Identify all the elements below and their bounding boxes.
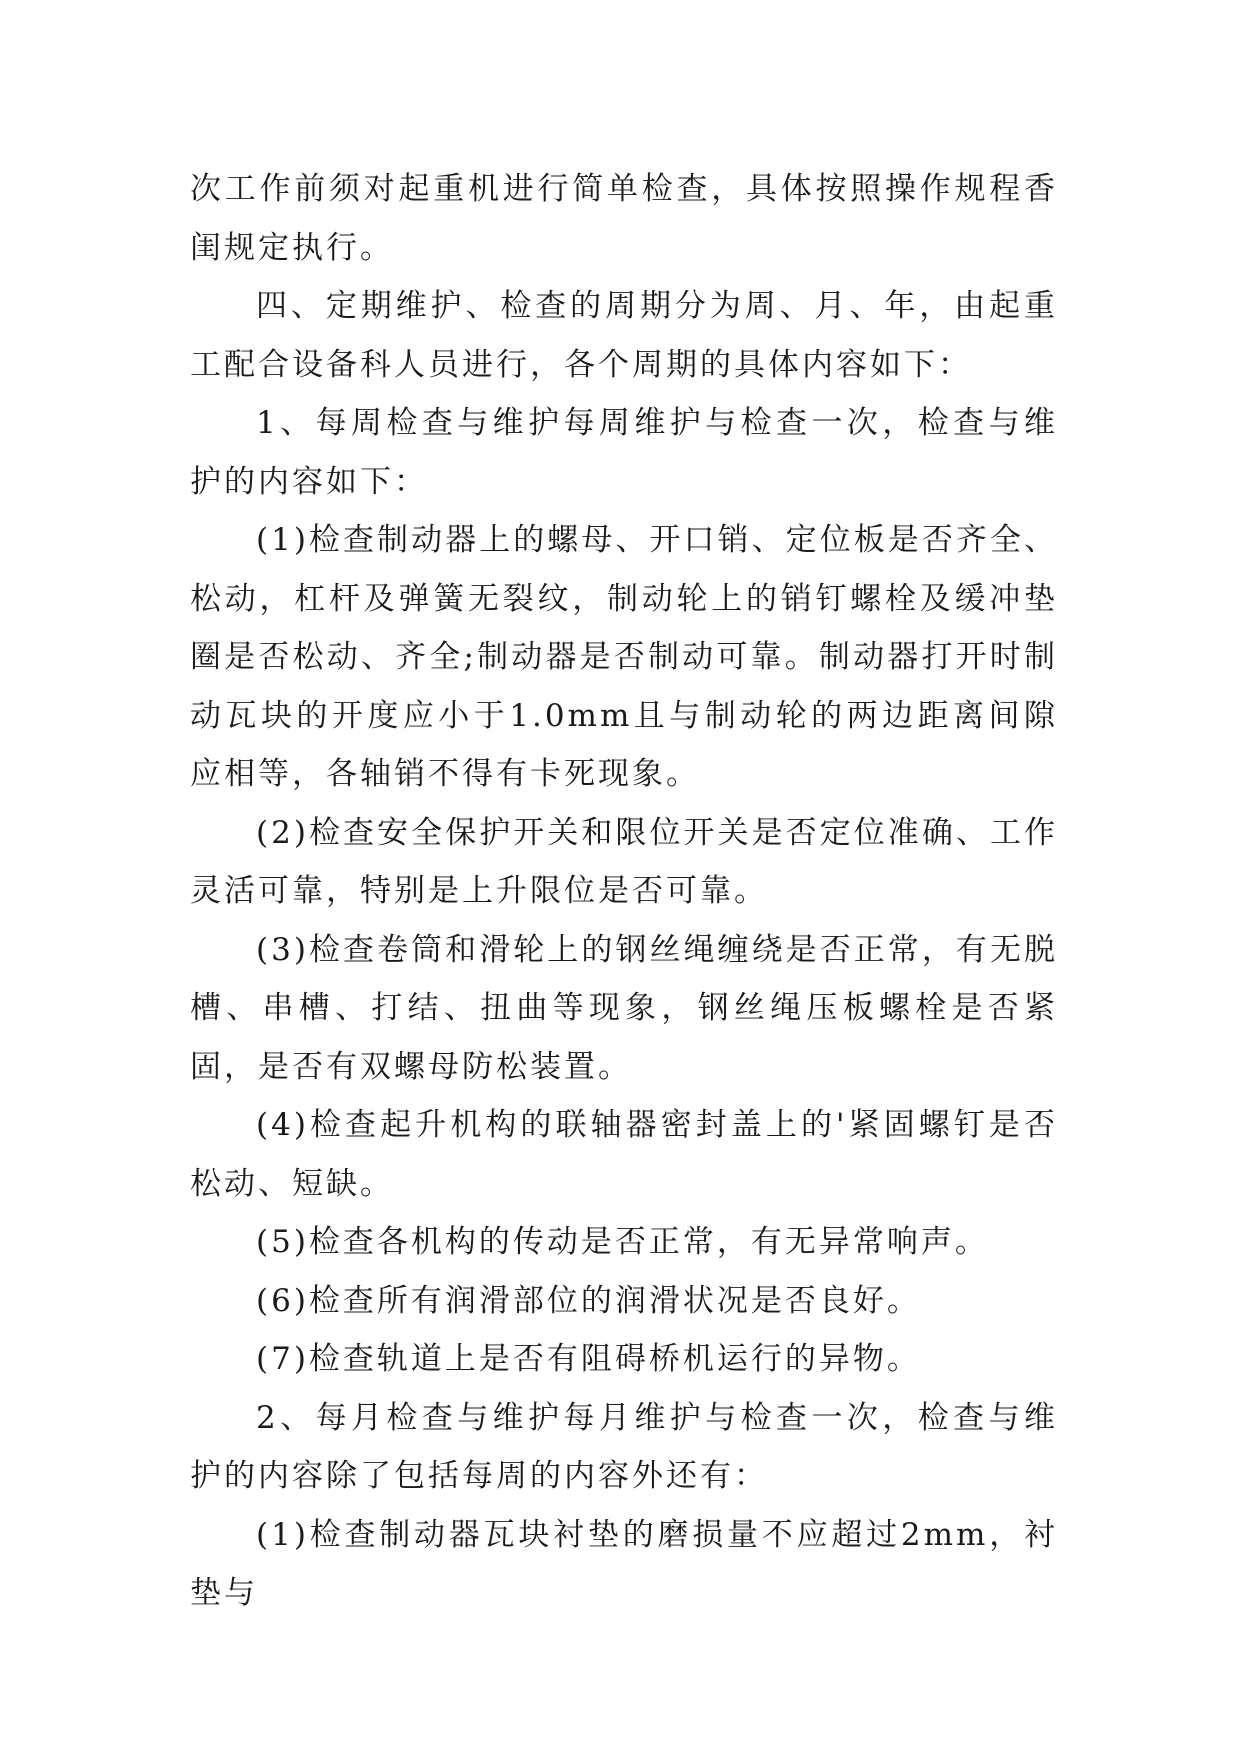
paragraph-weekly-item-4: (4)检查起升机构的联轴器密封盖上的'紧固螺钉是否松动、短缺。 xyxy=(190,1107,1058,1202)
paragraph-weekly-heading: 1、每周检查与维护每周维护与检查一次，检查与维护的内容如下： xyxy=(190,405,1058,500)
paragraph-section-four: 四、定期维护、检查的周期分为周、月、年，由起重工配合设备科人员进行，各个周期的具体内容如下： xyxy=(190,288,1058,383)
paragraph-weekly-item-7: (7)检查轨道上是否有阻碍桥机运行的异物。 xyxy=(256,1341,921,1377)
paragraph-weekly-item-5: (5)检查各机构的传动是否正常，有无异常响声。 xyxy=(256,1224,989,1260)
paragraph-monthly-heading: 2、每月检查与维护每月维护与检查一次，检查与维护的内容除了包括每周的内容外还有： xyxy=(190,1399,1058,1494)
paragraph-weekly-item-1: (1)检查制动器上的螺母、开口销、定位板是否齐全、松动，杠杆及弹簧无裂纹，制动轮上的销钉螺栓及缓冲垫圈是否松动、齐全;制动器是否制动可靠。制动器打开时制动瓦块的开度应小于1.0mm且与制动轮的两边距离间隙应相等，各轴销不得有卡死现象。 xyxy=(190,522,1058,792)
paragraph-weekly-item-2: (2)检查安全保护开关和限位开关是否定位准确、工作灵活可靠，特别是上升限位是否可靠。 xyxy=(190,814,1058,909)
paragraph-weekly-item-3: (3)检查卷筒和滑轮上的钢丝绳缠绕是否正常，有无脱槽、串槽、打结、扭曲等现象，钢丝绳压板螺栓是否紧固，是否有双螺母防松装置。 xyxy=(190,931,1058,1085)
paragraph-continuation: 次工作前须对起重机进行简单检查，具体按照操作规程香闺规定执行。 xyxy=(190,171,1058,266)
paragraph-monthly-item-1: (1)检查制动器瓦块衬垫的磨损量不应超过2mm，衬垫与 xyxy=(190,1516,1058,1611)
document-body xyxy=(190,160,1058,1623)
paragraph-weekly-item-6: (6)检查所有润滑部位的润滑状况是否良好。 xyxy=(256,1282,921,1319)
